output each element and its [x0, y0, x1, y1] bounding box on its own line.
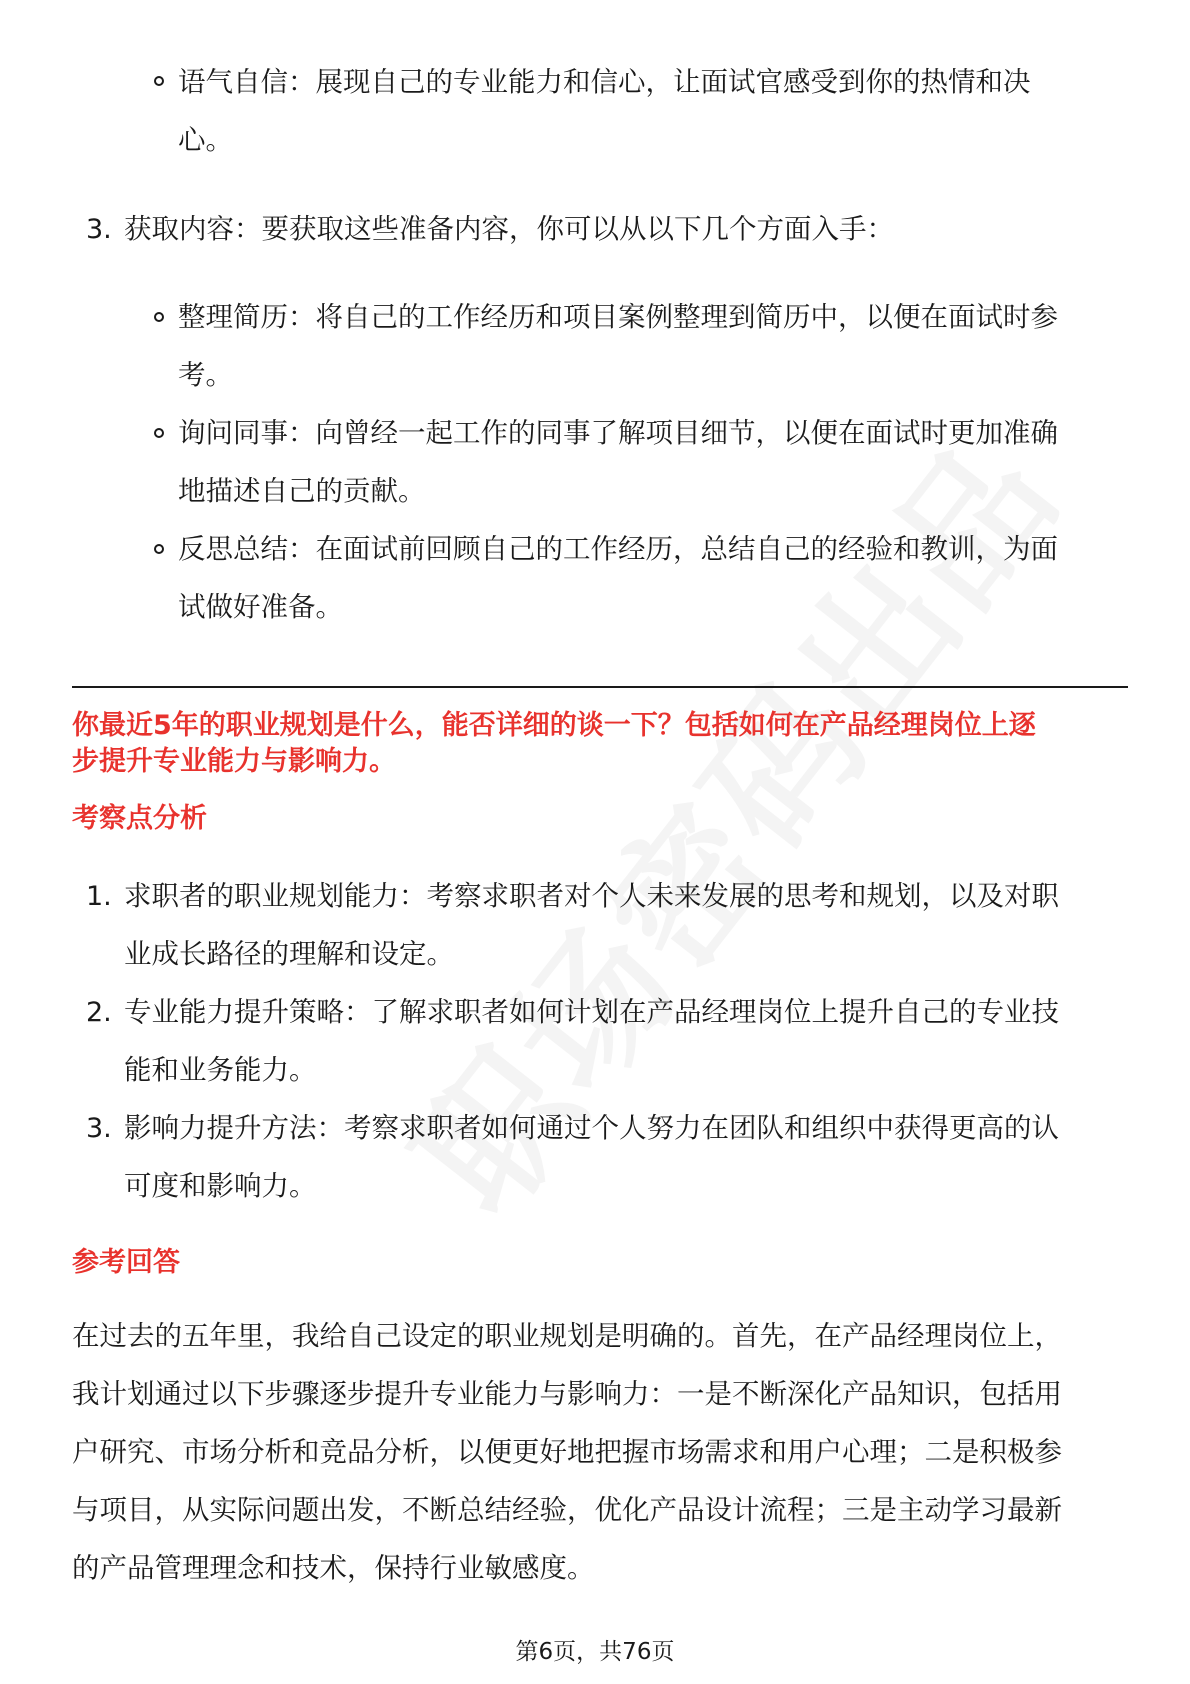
analysis-heading: 考察点分析 [72, 803, 207, 834]
list-item-text: 业成长路径的理解和设定。 [124, 938, 454, 970]
list-number: 3. [86, 214, 112, 245]
bullet-icon [154, 76, 164, 86]
list-item-text: 能和业务能力。 [124, 1054, 317, 1086]
bullet-line: 试做好准备。 [178, 591, 343, 623]
list-number: 3. [86, 1113, 112, 1144]
bullet-line: 整理简历：将自己的工作经历和项目案例整理到简历中，以便在面试时参 [178, 301, 1058, 333]
list-number: 1. [86, 881, 112, 912]
question-heading: 步提升专业能力与影响力。 [72, 746, 396, 777]
page-number: 第6页，共76页 [515, 1639, 675, 1665]
answer-line: 与项目，从实际问题出发，不断总结经验，优化产品设计流程；三是主动学习最新 [72, 1494, 1062, 1526]
bullet-line: 地描述自己的贡献。 [178, 475, 426, 507]
answer-line: 的产品管理理念和技术，保持行业敏感度。 [72, 1552, 595, 1584]
bullet-icon [154, 312, 164, 322]
bullet-icon [154, 544, 164, 554]
bullet-line: 考。 [178, 359, 233, 391]
answer-heading: 参考回答 [72, 1247, 180, 1278]
bullet-icon [154, 428, 164, 438]
bullet-line: 心。 [178, 124, 233, 156]
list-number: 2. [86, 997, 112, 1028]
answer-line: 我计划通过以下步骤逐步提升专业能力与影响力：一是不断深化产品知识，包括用 [72, 1378, 1062, 1410]
bullet-line: 语气自信：展现自己的专业能力和信心，让面试官感受到你的热情和决 [178, 66, 1031, 98]
list-item-text: 影响力提升方法：考察求职者如何通过个人努力在团队和组织中获得更高的认 [124, 1112, 1059, 1144]
answer-line: 在过去的五年里，我给自己设定的职业规划是明确的。首先，在产品经理岗位上， [72, 1320, 1062, 1352]
question-heading: 你最近5年的职业规划是什么，能否详细的谈一下？包括如何在产品经理岗位上逐 [72, 710, 1036, 741]
section-divider [72, 686, 1128, 688]
answer-line: 户研究、市场分析和竞品分析，以便更好地把握市场需求和用户心理；二是积极参 [72, 1436, 1062, 1468]
bullet-line: 反思总结：在面试前回顾自己的工作经历，总结自己的经验和教训，为面 [178, 533, 1058, 565]
list-item-text: 求职者的职业规划能力：考察求职者对个人未来发展的思考和规划，以及对职 [124, 880, 1059, 912]
bullet-line: 询问同事：向曾经一起工作的同事了解项目细节，以便在面试时更加准确 [178, 417, 1058, 449]
list-item-text: 可度和影响力。 [124, 1170, 317, 1202]
list-item-text: 专业能力提升策略：了解求职者如何计划在产品经理岗位上提升自己的专业技 [124, 996, 1059, 1028]
list-item-text: 获取内容：要获取这些准备内容，你可以从以下几个方面入手： [124, 213, 894, 245]
